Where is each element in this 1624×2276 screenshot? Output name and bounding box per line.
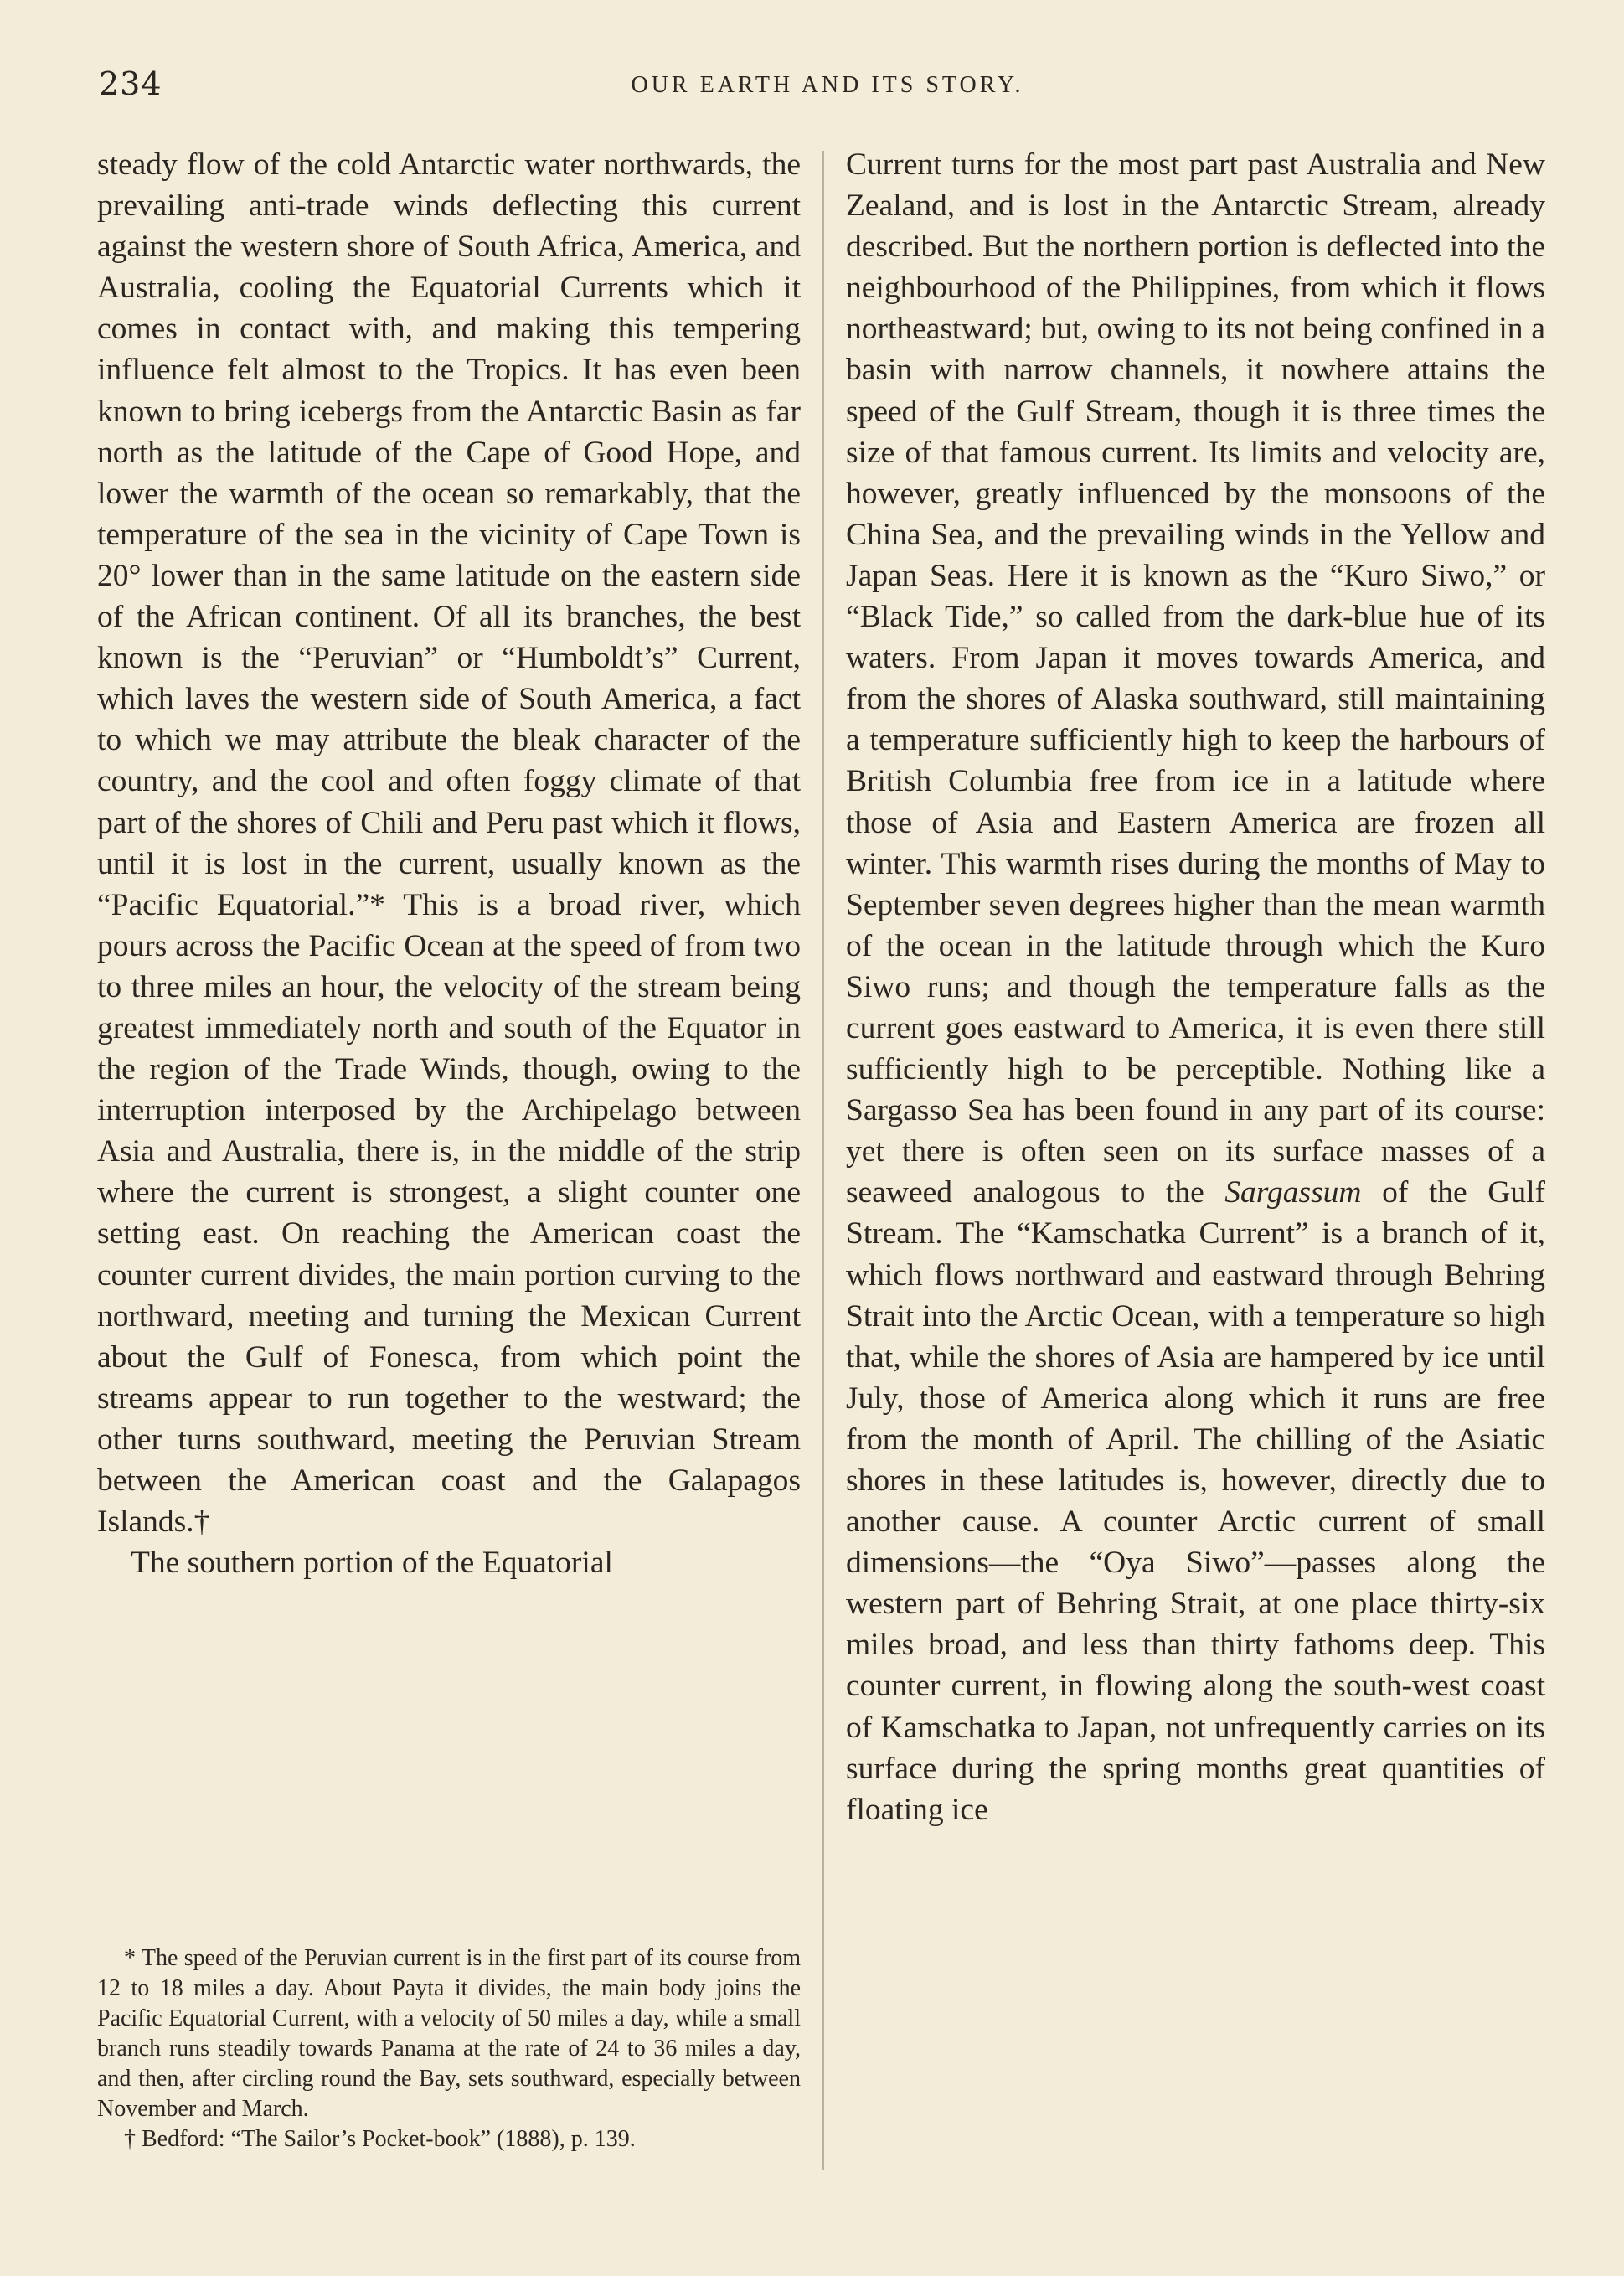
page-number: 234 bbox=[99, 65, 162, 102]
left-column bbox=[97, 144, 801, 1583]
footnote-1: * The speed of the Peruvian current is in the first part of its course from 12 to 18 miles a day. About Payta it divides, the main body joins the Pacific Equatorial Current, with a velocity of 50 miles a day, while a small branch runs steadily towards Panama at the rate of 24 to 36 miles a day, and then, after circling round the Bay, sets southward, especially between November and March. bbox=[97, 1945, 801, 2122]
right-paragraph bbox=[846, 144, 1545, 1830]
left-paragraph-2: The southern portion of the Equatorial bbox=[131, 1546, 613, 1581]
column-divider bbox=[822, 151, 824, 2170]
italic-term: Sargassum bbox=[1224, 1175, 1362, 1210]
running-title: OUR EARTH AND ITS STORY. bbox=[631, 72, 1024, 98]
page-header bbox=[99, 65, 1556, 107]
right-text-part-2: of the Gulf Stream. The “Kamschatka Current” is a branch of it, which flows northward and eastward through Behring Strait into the Arctic Ocean, with a temperature so high that, while the shores of Asia are hampered by ice until July, those of America along which it runs are free from the month of April. The chilling of the Asiatic shores in these latitudes is, however, directly due to another cause. A counter Arctic current of small dimensions—the “Oya Siwo”—passes along the western part of Behring Strait, at one place thirty-six miles broad, and less than thirty fathoms deep. This counter current, in flowing along the south-west coast of Kamschatka to Japan, not unfrequently carries on its surface during the spring months great quantities of floating ice bbox=[846, 1175, 1545, 1827]
right-column bbox=[846, 144, 1545, 1830]
footnote-2: † Bedford: “The Sailor’s Pocket-book” (1888), p. 139. bbox=[124, 2126, 636, 2152]
footnotes bbox=[97, 1943, 801, 2155]
right-text-part-1: Current turns for the most part past Australia and New Zealand, and is lost in the Antarctic Stream, already described. But the northern portion is deflected into the neighbourhood of the Philippines, from which it flows northeastward; but, owing to its not being confined in a basin with narrow channels, it nowhere attains the speed of the Gulf Stream, though it is three times the size of that famous current. Its limits and velocity are, however, greatly influenced by the monsoons of the China Sea, and the prevailing winds in the Yellow and Japan Seas. Here it is known as the “Kuro Siwo,” or “Black Tide,” so called from the dark-blue hue of its waters. From Japan it moves towards America, and from the shores of Alaska southward, still maintaining a temperature sufficiently high to keep the harbours of British Columbia free from ice in a latitude where those of Asia and Eastern America are frozen all winter. This warmth rises during the months of May to September seven degrees higher than the mean warmth of the ocean in the latitude through which the Kuro Siwo runs; and though the temperature falls as the current goes eastward to America, it is even there still sufficiently high to be perceptible. Nothing like a Sargasso Sea has been found in any part of its course: yet there is often seen on its surface masses of a seaweed analogous to the bbox=[846, 147, 1545, 1210]
left-paragraph-1: steady flow of the cold Antarctic water northwards, the prevailing anti-trade winds deflecting this current against the western shore of South Africa, America, and Australia, cooling the Equatorial Currents which it comes in contact with, and making this tempering influence felt almost to the Tropics. It has even been known to bring icebergs from the Antarctic Basin as far north as the latitude of the Cape of Good Hope, and lower the warmth of the ocean so remarkably, that the temperature of the sea in the vicinity of Cape Town is 20° lower than in the same latitude on the eastern side of the African continent. Of all its branches, the best known is the “Peruvian” or “Humboldt’s” Current, which laves the western side of South America, a fact to which we may attribute the bleak character of the country, and the cool and often foggy climate of that part of the shores of Chili and Peru past which it flows, until it is lost in the current, usually known as the “Pacific Equatorial.”* This is a broad river, which pours across the Pacific Ocean at the speed of from two to three miles an hour, the velocity of the stream being greatest immediately north and south of the Equator in the region of the Trade Winds, though, owing to the interruption interposed by the Archipelago between Asia and Australia, there is, in the middle of the strip where the current is strongest, a slight counter one setting east. On reaching the American coast the counter current divides, the main portion curving to the northward, meeting and turning the Mexican Current about the Gulf of Fonesca, from which point the streams appear to run together to the westward; the other turns southward, meeting the Peruvian Stream between the American coast and the Galapagos Islands.† bbox=[97, 147, 801, 1540]
